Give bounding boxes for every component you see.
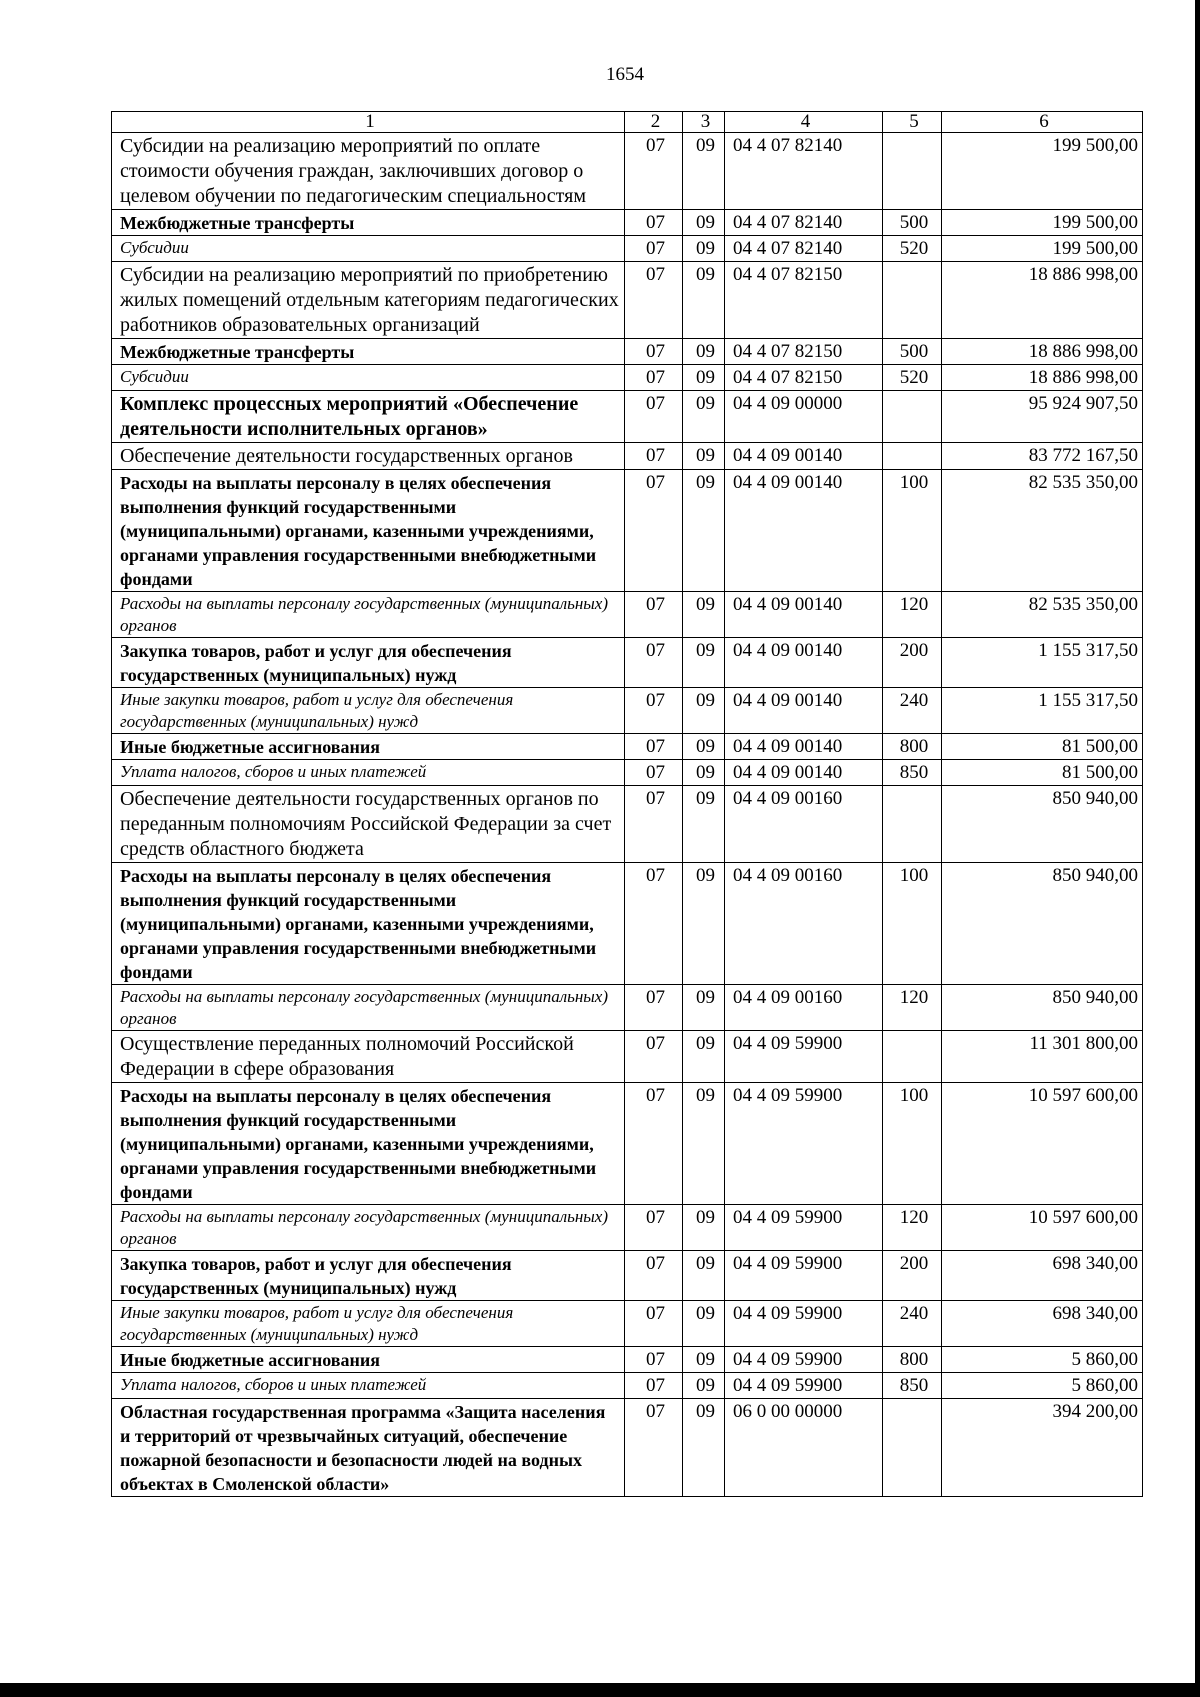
row-subsection: 09: [683, 638, 725, 688]
row-amount: 850 940,00: [942, 786, 1143, 863]
row-expense-type: 100: [883, 470, 942, 592]
row-amount: 95 924 907,50: [942, 391, 1143, 443]
row-subsection: 09: [683, 1347, 725, 1373]
row-expense-type: 100: [883, 863, 942, 985]
row-section: 07: [625, 786, 683, 863]
row-expense-type: 850: [883, 1373, 942, 1399]
row-target-code: 04 4 09 59900: [725, 1083, 883, 1205]
row-amount: 698 340,00: [942, 1251, 1143, 1301]
table-body: [112, 112, 1143, 1497]
row-target-code: 04 4 09 00160: [725, 863, 883, 985]
row-target-code: 04 4 09 00140: [725, 638, 883, 688]
row-subsection: 09: [683, 133, 725, 210]
row-target-code: 04 4 09 59900: [725, 1347, 883, 1373]
row-subsection: 09: [683, 592, 725, 638]
row-target-code: 04 4 09 59900: [725, 1205, 883, 1251]
header-col-1: 1: [112, 112, 625, 133]
table-row: [112, 688, 1143, 734]
row-amount: 18 886 998,00: [942, 365, 1143, 391]
table-row: [112, 1399, 1143, 1497]
row-amount: 10 597 600,00: [942, 1205, 1143, 1251]
table-row: [112, 985, 1143, 1031]
row-expense-type: 120: [883, 1205, 942, 1251]
row-amount: 18 886 998,00: [942, 262, 1143, 339]
row-subsection: 09: [683, 391, 725, 443]
table-row: [112, 365, 1143, 391]
row-target-code: 04 4 09 00140: [725, 734, 883, 760]
table-row: [112, 1205, 1143, 1251]
row-section: 07: [625, 1205, 683, 1251]
row-name: Комплекс процессных мероприятий «Обеспечение деятельности исполнительных органов»: [112, 391, 625, 443]
row-target-code: 04 4 09 00140: [725, 443, 883, 470]
table-row: [112, 734, 1143, 760]
row-section: 07: [625, 1399, 683, 1497]
scan-edge-bottom: [0, 1683, 1200, 1697]
row-expense-type: 100: [883, 1083, 942, 1205]
row-expense-type: [883, 133, 942, 210]
table-row: [112, 1251, 1143, 1301]
row-expense-type: 200: [883, 638, 942, 688]
row-subsection: 09: [683, 1301, 725, 1347]
table-row: [112, 236, 1143, 262]
table-row: [112, 443, 1143, 470]
row-name: Иные закупки товаров, работ и услуг для обеспечения государственных (муниципальных) нужд: [112, 1301, 625, 1347]
row-target-code: 04 4 07 82140: [725, 236, 883, 262]
row-expense-type: 500: [883, 210, 942, 236]
row-target-code: 04 4 09 00140: [725, 592, 883, 638]
row-amount: 5 860,00: [942, 1347, 1143, 1373]
header-col-6: 6: [942, 112, 1143, 133]
row-expense-type: 240: [883, 1301, 942, 1347]
row-amount: 199 500,00: [942, 236, 1143, 262]
table-header-row: [112, 112, 1143, 133]
table-row: [112, 786, 1143, 863]
row-amount: 394 200,00: [942, 1399, 1143, 1497]
row-name: Межбюджетные трансферты: [112, 210, 625, 236]
row-name: Закупка товаров, работ и услуг для обеспечения государственных (муниципальных) нужд: [112, 1251, 625, 1301]
row-amount: 81 500,00: [942, 734, 1143, 760]
row-target-code: 04 4 07 82140: [725, 210, 883, 236]
row-name: Обеспечение деятельности государственных органов: [112, 443, 625, 470]
row-name: Расходы на выплаты персоналу в целях обеспечения выполнения функций государственными (муниципальными) органами, казенными учреждениями, органами управления государственными внебюджетными фондами: [112, 863, 625, 985]
row-amount: 11 301 800,00: [942, 1031, 1143, 1083]
row-target-code: 04 4 09 00160: [725, 985, 883, 1031]
row-section: 07: [625, 1347, 683, 1373]
row-subsection: 09: [683, 1205, 725, 1251]
row-name: Уплата налогов, сборов и иных платежей: [112, 1373, 625, 1399]
row-section: 07: [625, 1251, 683, 1301]
row-expense-type: [883, 391, 942, 443]
row-expense-type: [883, 786, 942, 863]
header-col-3: 3: [683, 112, 725, 133]
row-target-code: 04 4 09 00140: [725, 688, 883, 734]
row-expense-type: [883, 1399, 942, 1497]
row-subsection: 09: [683, 985, 725, 1031]
row-expense-type: 200: [883, 1251, 942, 1301]
row-amount: 199 500,00: [942, 133, 1143, 210]
row-amount: 82 535 350,00: [942, 470, 1143, 592]
row-amount: 1 155 317,50: [942, 688, 1143, 734]
table-row: [112, 863, 1143, 985]
row-subsection: 09: [683, 1083, 725, 1205]
row-amount: 83 772 167,50: [942, 443, 1143, 470]
row-expense-type: 120: [883, 985, 942, 1031]
table-row: [112, 1083, 1143, 1205]
row-name: Субсидии: [112, 365, 625, 391]
row-amount: 81 500,00: [942, 760, 1143, 786]
row-subsection: 09: [683, 443, 725, 470]
row-subsection: 09: [683, 760, 725, 786]
table-row: [112, 133, 1143, 210]
row-expense-type: 520: [883, 365, 942, 391]
row-target-code: 04 4 07 82150: [725, 262, 883, 339]
row-name: Иные бюджетные ассигнования: [112, 734, 625, 760]
row-subsection: 09: [683, 470, 725, 592]
row-target-code: 04 4 09 00000: [725, 391, 883, 443]
table-row: [112, 1373, 1143, 1399]
row-section: 07: [625, 985, 683, 1031]
table-row: [112, 1031, 1143, 1083]
row-amount: 18 886 998,00: [942, 339, 1143, 365]
page-number: 1654: [606, 64, 644, 85]
row-section: 07: [625, 236, 683, 262]
row-name: Иные закупки товаров, работ и услуг для обеспечения государственных (муниципальных) нужд: [112, 688, 625, 734]
row-amount: 5 860,00: [942, 1373, 1143, 1399]
row-target-code: 04 4 07 82140: [725, 133, 883, 210]
row-expense-type: 120: [883, 592, 942, 638]
row-amount: 850 940,00: [942, 863, 1143, 985]
row-name: Расходы на выплаты персоналу государственных (муниципальных) органов: [112, 1205, 625, 1251]
row-section: 07: [625, 688, 683, 734]
row-subsection: 09: [683, 210, 725, 236]
row-expense-type: 520: [883, 236, 942, 262]
row-target-code: 04 4 09 00140: [725, 760, 883, 786]
row-amount: 1 155 317,50: [942, 638, 1143, 688]
row-subsection: 09: [683, 688, 725, 734]
row-amount: 698 340,00: [942, 1301, 1143, 1347]
row-name: Закупка товаров, работ и услуг для обеспечения государственных (муниципальных) нужд: [112, 638, 625, 688]
header-col-5: 5: [883, 112, 942, 133]
table-row: [112, 1301, 1143, 1347]
row-section: 07: [625, 339, 683, 365]
row-subsection: 09: [683, 1031, 725, 1083]
row-target-code: 04 4 09 59900: [725, 1301, 883, 1347]
row-section: 07: [625, 1083, 683, 1205]
table-row: [112, 391, 1143, 443]
row-target-code: 04 4 09 59900: [725, 1031, 883, 1083]
row-expense-type: 800: [883, 1347, 942, 1373]
row-name: Расходы на выплаты персоналу в целях обеспечения выполнения функций государственными (муниципальными) органами, казенными учреждениями, органами управления государственными внебюджетными фондами: [112, 470, 625, 592]
row-name: Субсидии: [112, 236, 625, 262]
row-name: Субсидии на реализацию мероприятий по оплате стоимости обучения граждан, заключивших договор о целевом обучении по педагогическим специальностям: [112, 133, 625, 210]
row-expense-type: [883, 1031, 942, 1083]
row-section: 07: [625, 443, 683, 470]
row-target-code: 04 4 09 00140: [725, 470, 883, 592]
row-section: 07: [625, 863, 683, 985]
budget-table: [111, 111, 1143, 1497]
table-row: [112, 210, 1143, 236]
row-section: 07: [625, 365, 683, 391]
row-subsection: 09: [683, 1399, 725, 1497]
row-subsection: 09: [683, 365, 725, 391]
table-row: [112, 470, 1143, 592]
row-name: Расходы на выплаты персоналу государственных (муниципальных) органов: [112, 985, 625, 1031]
row-amount: 199 500,00: [942, 210, 1143, 236]
row-section: 07: [625, 133, 683, 210]
header-col-4: 4: [725, 112, 883, 133]
row-section: 07: [625, 470, 683, 592]
row-section: 07: [625, 1373, 683, 1399]
row-name: Субсидии на реализацию мероприятий по приобретению жилых помещений отдельным категориям педагогических работников образовательных организаций: [112, 262, 625, 339]
row-expense-type: 800: [883, 734, 942, 760]
table-row: [112, 592, 1143, 638]
row-expense-type: 500: [883, 339, 942, 365]
row-subsection: 09: [683, 786, 725, 863]
row-section: 07: [625, 391, 683, 443]
row-name: Уплата налогов, сборов и иных платежей: [112, 760, 625, 786]
row-section: 07: [625, 1301, 683, 1347]
row-subsection: 09: [683, 1373, 725, 1399]
row-expense-type: 240: [883, 688, 942, 734]
table-row: [112, 638, 1143, 688]
row-name: Иные бюджетные ассигнования: [112, 1347, 625, 1373]
row-subsection: 09: [683, 734, 725, 760]
row-target-code: 06 0 00 00000: [725, 1399, 883, 1497]
row-name: Осуществление переданных полномочий Российской Федерации в сфере образования: [112, 1031, 625, 1083]
row-expense-type: [883, 262, 942, 339]
row-amount: 850 940,00: [942, 985, 1143, 1031]
row-name: Межбюджетные трансферты: [112, 339, 625, 365]
table-row: [112, 262, 1143, 339]
row-name: Расходы на выплаты персоналу в целях обеспечения выполнения функций государственными (муниципальными) органами, казенными учреждениями, органами управления государственными внебюджетными фондами: [112, 1083, 625, 1205]
row-subsection: 09: [683, 1251, 725, 1301]
row-section: 07: [625, 210, 683, 236]
row-amount: 82 535 350,00: [942, 592, 1143, 638]
row-target-code: 04 4 07 82150: [725, 365, 883, 391]
row-name: Расходы на выплаты персоналу государственных (муниципальных) органов: [112, 592, 625, 638]
row-subsection: 09: [683, 339, 725, 365]
row-target-code: 04 4 09 59900: [725, 1373, 883, 1399]
row-section: 07: [625, 592, 683, 638]
row-expense-type: [883, 443, 942, 470]
row-section: 07: [625, 1031, 683, 1083]
row-name: Обеспечение деятельности государственных органов по переданным полномочиям Российской Федерации за счет средств областного бюджета: [112, 786, 625, 863]
row-expense-type: 850: [883, 760, 942, 786]
row-subsection: 09: [683, 863, 725, 985]
table-row: [112, 339, 1143, 365]
row-subsection: 09: [683, 262, 725, 339]
table-row: [112, 1347, 1143, 1373]
row-amount: 10 597 600,00: [942, 1083, 1143, 1205]
scan-edge-right: [1195, 0, 1200, 1697]
row-section: 07: [625, 760, 683, 786]
row-target-code: 04 4 09 59900: [725, 1251, 883, 1301]
header-col-2: 2: [625, 112, 683, 133]
row-section: 07: [625, 734, 683, 760]
row-target-code: 04 4 07 82150: [725, 339, 883, 365]
table-row: [112, 760, 1143, 786]
row-target-code: 04 4 09 00160: [725, 786, 883, 863]
row-section: 07: [625, 638, 683, 688]
row-name: Областная государственная программа «Защита населения и территорий от чрезвычайных ситуаций, обеспечение пожарной безопасности и безопасности людей на водных объектах в Смоленской области»: [112, 1399, 625, 1497]
row-section: 07: [625, 262, 683, 339]
row-subsection: 09: [683, 236, 725, 262]
